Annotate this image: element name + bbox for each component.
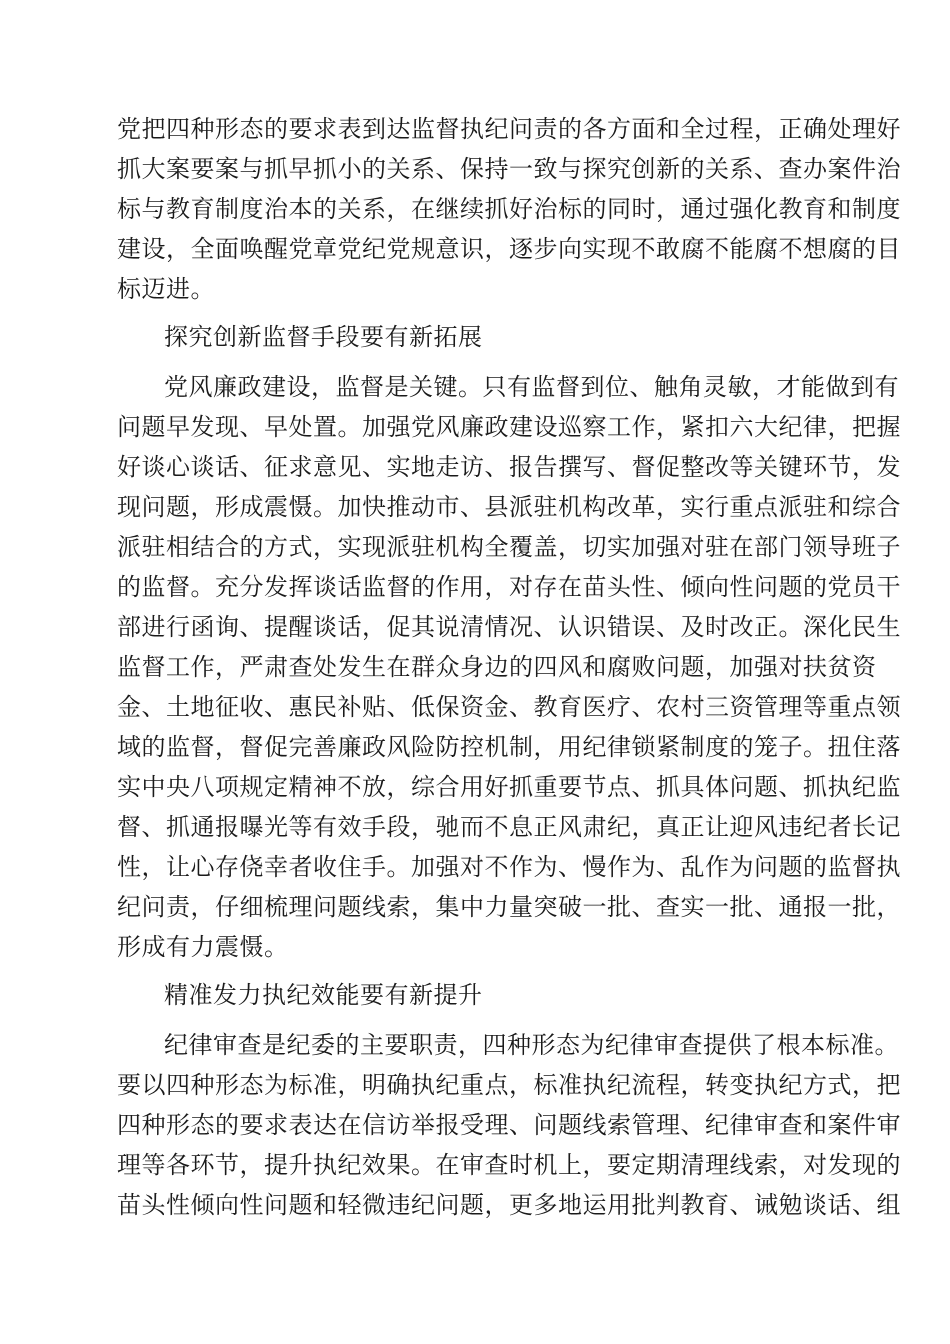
paragraph-2-line-7: 部进行函询、提醒谈话，促其说清情况、认识错误、及时改正。深化民生 [117, 613, 901, 641]
paragraph-3-line-5: 苗头性倾向性问题和轻微违纪问题，更多地运用批判教育、诫勉谈话、组 [117, 1191, 901, 1219]
paragraph-2-line-10: 域的监督，督促完善廉政风险防控机制，用纪律锁紧制度的笼子。扭住落 [117, 733, 901, 761]
paragraph-2-line-14: 纪问责，仔细梳理问题线索，集中力量突破一批、查实一批、通报一批， [117, 893, 901, 921]
paragraph-2-line-15: 形成有力震慑。 [117, 933, 289, 961]
section-heading-2: 精准发力执纪效能要有新提升 [164, 981, 483, 1009]
paragraph-2-line-13: 性，让心存侥幸者收住手。加强对不作为、慢作为、乱作为问题的监督执 [117, 853, 901, 881]
paragraph-2-line-8: 监督工作，严肃查处发生在群众身边的四风和腐败问题，加强对扶贫资 [117, 653, 877, 681]
paragraph-2-line-3: 好谈心谈话、征求意见、实地走访、报告撰写、督促整改等关键环节，发 [117, 453, 901, 481]
paragraph-2-line-1: 党风廉政建设，监督是关键。只有监督到位、触角灵敏，才能做到有 [164, 373, 899, 401]
paragraph-2-line-6: 的监督。充分发挥谈话监督的作用，对存在苗头性、倾向性问题的党员干 [117, 573, 901, 601]
paragraph-1-line-4: 建设，全面唤醒党章党纪党规意识，逐步向实现不敢腐不能腐不想腐的目 [117, 235, 901, 263]
section-heading-1: 探究创新监督手段要有新拓展 [164, 323, 483, 351]
paragraph-2-line-12: 督、抓通报曝光等有效手段，驰而不息正风肃纪，真正让迎风违纪者长记 [117, 813, 901, 841]
paragraph-1-line-2: 抓大案要案与抓早抓小的关系、保持一致与探究创新的关系、查办案件治 [117, 155, 901, 183]
paragraph-3-line-1: 纪律审查是纪委的主要职责，四种形态为纪律审查提供了根本标准。 [164, 1031, 899, 1059]
paragraph-1-line-5: 标迈进。 [117, 275, 215, 303]
paragraph-1-line-3: 标与教育制度治本的关系，在继续抓好治标的同时，通过强化教育和制度 [117, 195, 901, 223]
paragraph-3-line-2: 要以四种形态为标准，明确执纪重点，标准执纪流程，转变执纪方式，把 [117, 1071, 901, 1099]
paragraph-3-line-4: 理等各环节，提升执纪效果。在审查时机上，要定期清理线索，对发现的 [117, 1151, 901, 1179]
paragraph-2-line-9: 金、土地征收、惠民补贴、低保资金、教育医疗、农村三资管理等重点领 [117, 693, 901, 721]
paragraph-2-line-11: 实中央八项规定精神不放，综合用好抓重要节点、抓具体问题、抓执纪监 [117, 773, 901, 801]
paragraph-1-line-1: 党把四种形态的要求表到达监督执纪问责的各方面和全过程，正确处理好 [117, 115, 901, 143]
paragraph-2-line-2: 问题早发现、早处置。加强党风廉政建设巡察工作，紧扣六大纪律，把握 [117, 413, 901, 441]
paragraph-2-line-4: 现问题，形成震慑。加快推动市、县派驻机构改革，实行重点派驻和综合 [117, 493, 901, 521]
paragraph-3-line-3: 四种形态的要求表达在信访举报受理、问题线索管理、纪律审查和案件审 [117, 1111, 901, 1139]
paragraph-2-line-5: 派驻相结合的方式，实现派驻机构全覆盖，切实加强对驻在部门领导班子 [117, 533, 901, 561]
